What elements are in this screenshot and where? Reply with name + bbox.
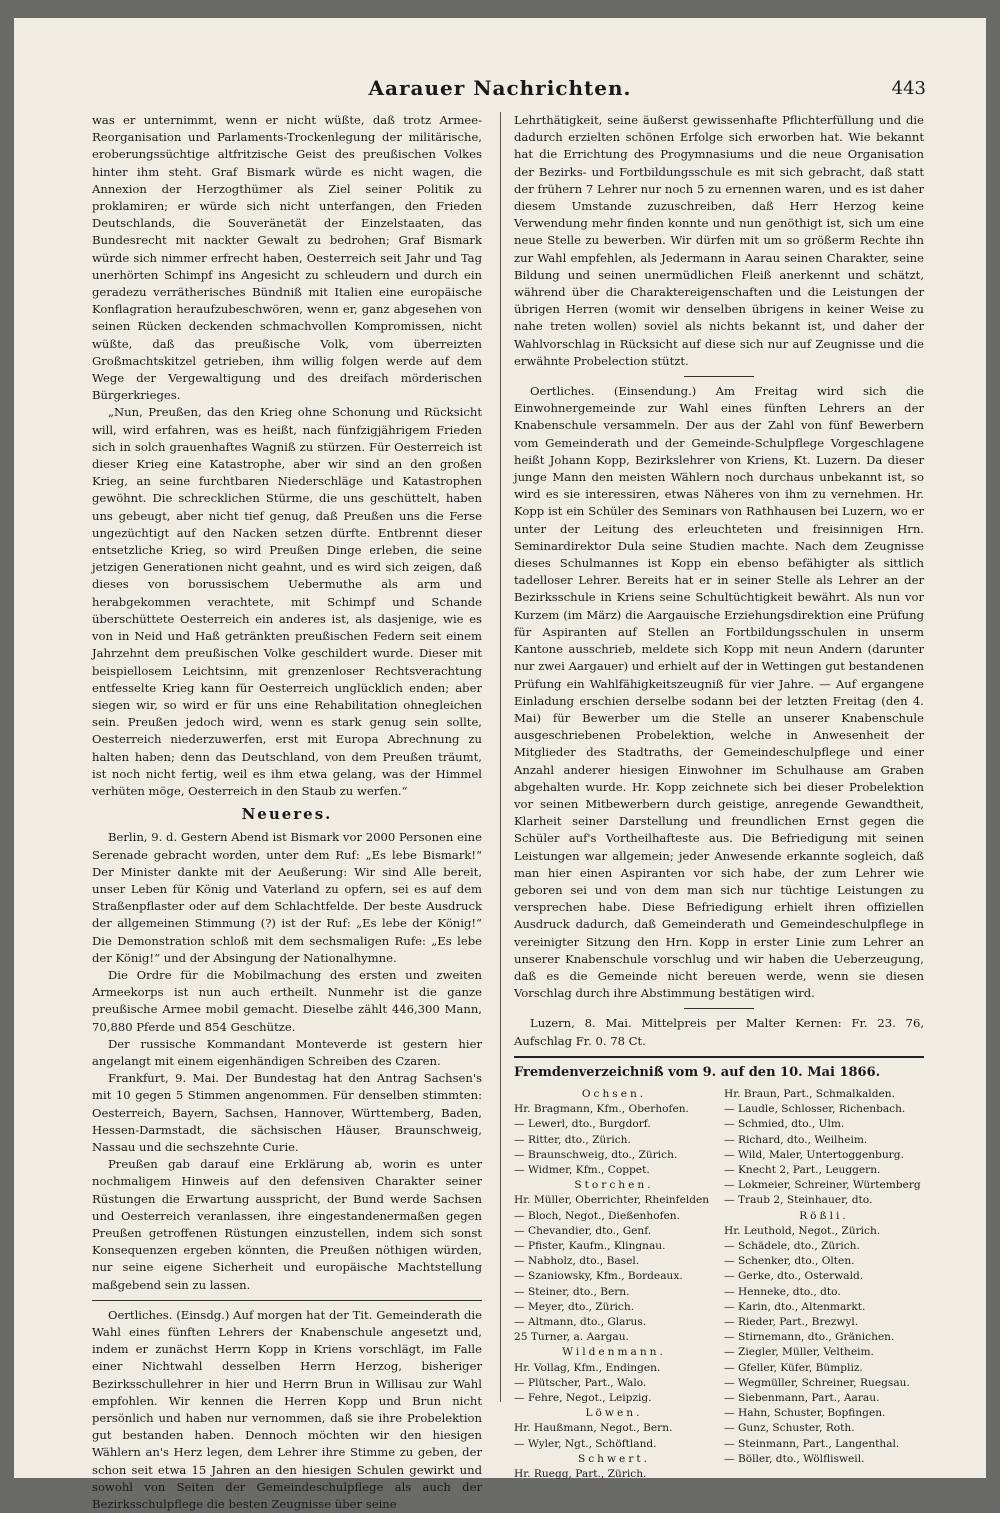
market-report: Luzern, 8. Mai. Mittelpreis per Malter Kernen: Fr. 23. 76, Aufschlag Fr. 0. 78 Ct. <box>514 1016 924 1048</box>
guest-list-entry: — Steiner, dto., Bern. <box>514 1285 630 1298</box>
guest-list-entry: — Wyler, Ngt., Schöftland. <box>514 1437 657 1450</box>
guest-list-group: Rößli. <box>799 1209 849 1222</box>
news-item-mobilization: Die Ordre für die Mobilmachung des ersten und zweiten Armeekorps ist nun auch ertheilt. Nunmehr ist die ganze preußische Armee mobil gemacht. Dieselbe zählt 446,300 Mann, 70,880 Pferde und 854 Geschütze. <box>92 967 482 1034</box>
guest-list-entry: — Wild, Maler, Untertoggenburg. <box>724 1148 904 1161</box>
guest-list-entry: — Hahn, Schuster, Bopfingen. <box>724 1407 886 1420</box>
guest-list-entry: Hr. Ruegg, Part., Zürich. <box>514 1468 647 1481</box>
guest-list-entry: Hr. Müller, Oberrichter, Rheinfelden <box>514 1194 710 1207</box>
guest-list-entry: — Widmer, Kfm., Coppet. <box>514 1163 650 1176</box>
masthead <box>14 76 986 106</box>
news-item-berlin: Berlin, 9. d. Gestern Abend ist Bismark vor 2000 Personen eine Serenade gebracht worden, unter dem Ruf: „Es lebe Bismark!“ Der Minister dankte mit der Aeußerung: Wir sind Alle bereit, unser Leben für König und Vaterland zu opfern, sei es auf dem Straßenpflaster oder auf dem Schlachtfelde. Der beste Ausdruck der allgemeinen Stimmung (?) ist der Ruf: „Es lebe der König!“ Die Demonstration schloß mit dem sechsmaligen Rufe: „Es lebe der König!“ und der Absingung der Nationalhymne. <box>92 830 482 965</box>
guest-list-entry: — Karin, dto., Altenmarkt. <box>724 1300 866 1313</box>
guest-list-entry: — Laudle, Schlosser, Richenbach. <box>724 1103 906 1116</box>
guest-list-entry: — Gfeller, Küfer, Bümpliz. <box>724 1361 863 1374</box>
article-paragraph: „Nun, Preußen, das den Krieg ohne Schonung und Rücksicht will, wird erfahren, was es heißt, nach fünfzigjährigem Frieden sich in solch grauenhaftes Wagniß zu stürzen. Für Oesterreich ist dieser Krieg eine Katastrophe, aber wir sind an den großen Krieg, an seine furchtbaren Niederschläge und Katastrophen gewöhnt. Die schrecklichen Stürme, die uns geschüttelt, haben uns gebeugt, aber nicht tief genug, daß Preußen uns die Ferse ungezüchtigt auf den Nacken setzen dürfte. Entbrennt dieser entsetzliche Krieg, so wird Preußen Dinge erleben, die seine jetzigen Generationen nicht geahnt, und es wird sich zeigen, daß dieses von borussischem Uebermuthe als arm und herabgekommen verachtete, mit Schimpf und Schande überschüttete Oesterreich ein anderes ist, als dasjenige, wie es von in Neid und Haß getränkten preußischen Federn seit einem Jahrzehnt dem preußischen Volke geschildert wurde. Dieser mit beispiellosem Leichtsinn, mit grenzenloser Rechtsverachtung entfesselte Krieg kann für Oesterreich unglücklich enden; aber siegen wir, so wird er für uns eine Rehabilitation ohnegleichen sein. Preußen jedoch wird, wenn es stark genug sein sollte, Oesterreich niederzuwerfen, erst mit Europa Abrechnung zu halten haben; denn das Deutschland, von dem Preußen träumt, ist noch nicht fertig, weil es ihm etwa gelang, was der Himmel verhüten möge, Oesterreich in den Staub zu werfen.“ <box>92 405 482 798</box>
guest-list-entry: 25 Turner, a. Aargau. <box>514 1331 629 1344</box>
guest-list-entry: — Schmied, dto., Ulm. <box>724 1118 845 1131</box>
guest-list-entry: — Ziegler, Müller, Veltheim. <box>724 1346 874 1359</box>
divider <box>514 1056 924 1058</box>
divider <box>684 376 754 377</box>
newspaper-title: Aarauer Nachrichten. <box>368 76 632 100</box>
guest-list-entry: — Gerke, dto., Osterwald. <box>724 1270 864 1283</box>
guest-list-entry: Hr. Bragmann, Kfm., Oberhofen. <box>514 1103 689 1116</box>
guest-list-entry: — Fehre, Negot., Leipzig. <box>514 1392 652 1405</box>
guest-list-entry: — Siebenmann, Part., Aarau. <box>724 1392 880 1405</box>
guest-list-entry: Hr. Braun, Part., Schmalkalden. <box>724 1087 895 1100</box>
local-news-item: Oertliches. (Einsdg.) Auf morgen hat der Tit. Gemeinderath die Wahl eines fünften Lehrers der Knabenschule angesetzt und, indem er zunächst Herrn Kopp in Kriens vorschlägt, im Falle einer Nichtwahl desselben Herrn Herzog, bisheriger Bezirksschullehrer in hier und Herrn Brun in Willisau zur Wahl empfohlen. Wir kennen die Herren Kopp und Brun nicht persönlich und haben nur vernommen, daß sie ihre Probelektion gut bestanden haben. Dennoch möchten wir den hiesigen Wählern an's Herz legen, dem Lehrer ihre Stimme zu geben, der schon seit etwa 15 Jahren an den hiesigen Schulen gewirkt und sowohl von Seiten der Gemeindeschulpflege als auch der Bezirksschulpflege die besten Zeugnisse über seine <box>92 1307 482 1512</box>
guest-list-entry: — Szaniowsky, Kfm., Bordeaux. <box>514 1270 683 1283</box>
guest-list-entry: — Lokmeier, Schreiner, Würtemberg <box>724 1179 921 1192</box>
guest-list-entry: Hr. Haußmann, Negot., Bern. <box>514 1422 673 1435</box>
guest-list-entry: — Stirnemann, dto., Gränichen. <box>724 1331 895 1344</box>
guest-list-heading: Fremdenverzeichniß vom 9. auf den 10. Mai 1866. <box>514 1064 881 1080</box>
article-paragraph: Lehrthätigkeit, seine äußerst gewissenhafte Pflichterfüllung und die dadurch erzielten schönen Erfolge sich erworben hat. Wie bekannt hat die Errichtung des Progymnasiums und die neue Organisation der Bezirks- und Fortbildungsschule es mit sich gebracht, daß statt der frühern 7 Lehrer nur noch 5 zu ernennen waren, und es ist daher diesem Umstande zuzuschreiben, daß Herr Herzog keine Verwendung mehr finden konnte und nun genöthigt ist, sich um eine neue Stelle zu bewerben. Wir dürfen mit um so größerm Rechte ihn zur Wahl empfehlen, als Jedermann in Aarau seinen Charakter, seine Bildung und seinen unermüdlichen Fleiß anerkennt und schätzt, während über die Charaktereigenschaften und die Leistungen der übrigen Herren (womit wir denselben übrigens in keiner Weise zu nahe treten wollen) soviel als nichts bekannt ist, und daher der Wahlvorschlag in Rücksicht auf diese sich nur auf Zeugnisse und die erwähnte Probelection stützt. <box>514 113 924 368</box>
page-number: 443 <box>891 78 926 99</box>
right-column <box>514 112 924 1482</box>
newspaper-page <box>14 18 986 1512</box>
guest-list-group: Ochsen. <box>581 1087 647 1100</box>
guest-list-entry: — Braunschweig, dto., Zürich. <box>514 1148 678 1161</box>
guest-list-group: Löwen. <box>585 1407 643 1420</box>
guest-list-entry: — Knecht 2, Part., Leuggern. <box>724 1163 881 1176</box>
guest-list-entry: — Böller, dto., Wölflisweil. <box>724 1452 865 1465</box>
left-column <box>92 112 482 1513</box>
guest-list-group: Storchen. <box>574 1179 654 1192</box>
divider <box>684 1008 754 1009</box>
guest-list-entry: — Pfister, Kaufm., Klingnau. <box>514 1240 666 1252</box>
news-item-frankfurt: Frankfurt, 9. Mai. Der Bundestag hat den Antrag Sachsen's mit 10 gegen 5 Stimmen angenommen. Für denselben stimmten: Oesterreich, Bayern, Sachsen, Hannover, Württemberg, Baden, Hessen-Darmstadt, die sächsischen Häuser, Braunschweig, Nassau und die sechszehnte Curie. <box>92 1071 482 1154</box>
news-item-prussia-declaration: Preußen gab darauf eine Erklärung ab, worin es unter nochmaligem Hinweis auf den defensiven Charakter seiner Rüstungen die Erwartung ausspricht, der Bund werde Sachsen und Oesterreich veranlassen, ihre eingestandenermaßen gegen Preußen getroffenen Rüstungen einzustellen, indem sich sonst Konsequenzen ergeben könnten, die Preußen nöthigen würden, nur seine eigene Sicherheit und europäische Machtstellung maßgebend sein zu lassen. <box>92 1157 482 1292</box>
guest-list <box>514 1087 924 1482</box>
column-divider <box>500 112 501 1402</box>
local-news-item: Oertliches. (Einsendung.) Am Freitag wird sich die Einwohnergemeinde zur Wahl eines fünften Lehrers an der Knabenschule versammeln. Der aus der Zahl von fünf Bewerbern vom Gemeinderath und der Gemeinde-Schulpflege Vorgeschlagene heißt Johann Kopp, Bezirkslehrer von Kriens, Kt. Luzern. Da dieser junge Mann den meisten Wählern noch durchaus unbekannt ist, so wird es sie interessiren, etwas Näheres von ihm zu vernehmen. Hr. Kopp ist ein Schüler des Seminars von Rathhausen bei Luzern, wo er unter der Leitung des erleuchteten und freisinnigen Hrn. Seminardirektor Dula seine Studien machte. Nach dem Zeugnisse dieses Schulmannes ist Kopp ein ebenso befähigter als sittlich tadelloser Lehrer. Bereits hat er in seiner Stelle als Lehrer an der Bezirksschule in Kriens seine Schultüchtigkeit bewährt. Als nun vor Kurzem (im März) die Aargauische Erziehungsdirektion eine Prüfung für Aspiranten auf Stellen an Fortbildungsschulen in unserm Kantone ausschrieb, meldete sich Kopp mit neun Andern (darunter nur zwei Aargauer) und erhielt auf der in Wettingen gut bestandenen Prüfung ein Wahlfähigkeitszeugniß für vier Jahre. — Auf ergangene Einladung erschien derselbe sodann bei der letzten Freitag (den 4. Mai) für Bewerber um die Stelle an unserer Knabenschule ausgeschriebenen Probelektion, welche in Anwesenheit der Mitglieder des Stadtraths, der Gemeindeschulpflege und einer Anzahl anderer hiesigen Einwohner im Schulhause am Graben abgehalten wurde. Hr. Kopp zeichnete sich bei dieser Probelektion vor seinen Mitbewerbern durch geistige, anregende Gewandtheit, Klarheit seiner Darstellung und freundlichen Ernst gegen die Schüler auf's Vortheilhafteste aus. Die Befriedigung mit seinen Leistungen war allgemein; jeder Anwesende erkannte sogleich, daß man hier einen Aspiranten vor sich habe, der zum Lehrer wie geboren sei und von dem man sich nur tüchtige Leistungen zu versprechen habe. Diese Befriedigung erhielt ihren offiziellen Ausdruck dadurch, daß Gemeinderath und Gemeindeschulpflege in vereinigter Sitzung den Hrn. Kopp in erster Linie zum Lehrer an unserer Knabenschule vorschlug und wir haben die Ueberzeugung, daß es die Gemeinde nicht bereuen werde, wenn sie diesen Vorschlag durch ihre Abstimmung bestätigen wird. <box>514 384 924 1001</box>
section-heading-neueres: Neueres. <box>241 805 333 824</box>
article-paragraph: was er unternimmt, wenn er nicht wüßte, daß trotz Armee-Reorganisation und Parlaments-Trockenlegung der militärische, eroberungssüchtige altfritzische Geist des preußischen Volkes hinter ihm steht. Graf Bismark würde es nicht wagen, die Annexion der Herzogthümer als Ziel seiner Politik zu proklamiren; er würde sich nicht unterfangen, den Frieden Deutschlands, die Souveränetät der Einzelstaaten, das Bundesrecht mit nackter Gewalt zu bedrohen; Graf Bismark würde sich nimmer erfrecht haben, Oesterreich seit Jahr und Tag unerhörten Schimpf ins Angesicht zu schleudern und durch ein geradezu verrätherisches Bündniß mit Italien eine europäische Konflagration heraufzubeschwören, wenn er, ganz abgesehen von seinen Rücken deckenden schmachvollen Kompromissen, nicht wüßte, daß das preußische Volk, vom überreizten Großmachtskitzel getrieben, ihm willig folgen werde auf dem Wege der Vergewaltigung und des dreifach mörderischen Bürgerkrieges. <box>92 113 482 403</box>
guest-list-group: Schwert. <box>577 1452 651 1465</box>
guest-list-entry: — Rieder, Part., Brezwyl. <box>724 1316 859 1329</box>
guest-list-right <box>724 1087 924 1482</box>
guest-list-group: Wildenmann. <box>562 1346 666 1359</box>
guest-list-entry: — Bloch, Negot., Dießenhofen. <box>514 1209 680 1222</box>
guest-list-entry: — Schenker, dto., Olten. <box>724 1255 855 1268</box>
guest-list-entry: — Schädele, dto., Zürich. <box>724 1240 860 1252</box>
guest-list-left <box>514 1087 714 1482</box>
guest-list-entry: Hr. Leuthold, Negot., Zürich. <box>724 1224 881 1237</box>
guest-list-entry: — Lewerl, dto., Burgdorf. <box>514 1118 651 1131</box>
guest-list-entry: — Henneke, dto., dto. <box>724 1285 841 1298</box>
guest-list-entry: — Wegmüller, Schreiner, Ruegsau. <box>724 1376 910 1389</box>
guest-list-entry: — Plütscher, Part., Walo. <box>514 1376 647 1389</box>
guest-list-entry: — Richard, dto., Weilheim. <box>724 1133 868 1146</box>
divider <box>92 1300 482 1301</box>
guest-list-entry: — Chevandier, dto., Genf. <box>514 1224 652 1237</box>
guest-list-entry: — Meyer, dto., Zürich. <box>514 1300 635 1313</box>
guest-list-entry: — Gunz, Schuster, Roth. <box>724 1422 855 1435</box>
guest-list-entry: — Ritter, dto., Zürich. <box>514 1133 631 1146</box>
news-item-monteverde: Der russische Kommandant Monteverde ist gestern hier angelangt mit einem eigenhändigen Schreiben des Czaren. <box>92 1036 482 1068</box>
guest-list-entry: Hr. Vollag, Kfm., Endingen. <box>514 1361 661 1374</box>
guest-list-entry: — Traub 2, Steinhauer, dto. <box>724 1194 873 1207</box>
guest-list-entry: — Steinmann, Part., Langenthal. <box>724 1437 900 1450</box>
guest-list-entry: — Altmann, dto., Glarus. <box>514 1316 647 1329</box>
guest-list-entry: — Nabholz, dto., Basel. <box>514 1255 640 1268</box>
